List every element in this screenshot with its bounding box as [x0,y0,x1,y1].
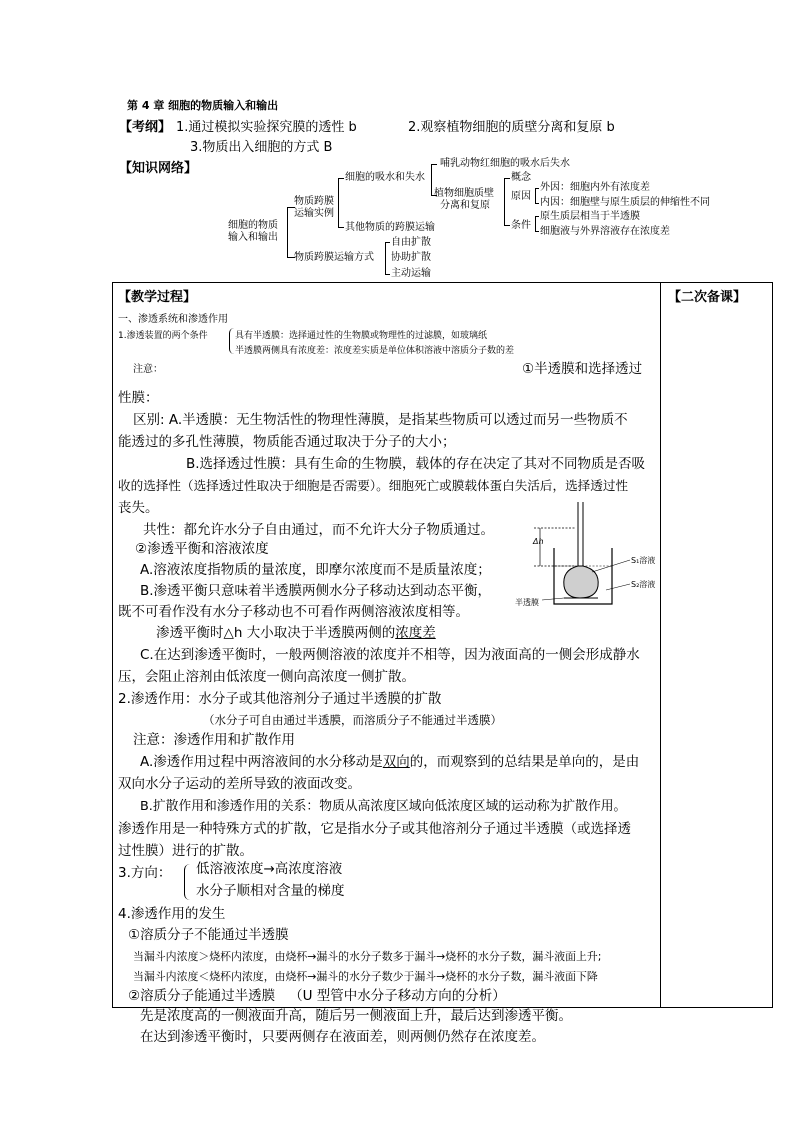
figure-s1-label: S₁溶液 [631,556,656,565]
map-n1-1: 物质跨膜 [294,196,334,207]
map-n1a1: 哺乳动物红细胞的吸水后失水 [440,158,570,169]
para-6: 收的选择性（选择透过性取决于细胞是否需要）。细胞死亡或膜载体蛋白失活后，选择透过性 [118,478,629,493]
knowledge-label: 【知识网络】 [119,161,198,176]
para-27: 当漏斗内浓度＞烧杯内浓度，由烧杯→漏斗的水分子数多于漏斗→烧杯的水分子数，漏斗液面上升; [133,950,602,963]
para-29: ②溶质分子能通过半透膜 （U 型管中水分子移动方向的分析） [128,988,506,1004]
para-2: 性膜： [118,390,159,406]
kaogang-item-3: 3.物质出入细胞的方式 B [190,140,333,155]
direction-1: 低溶液浓度→高浓度溶液 [196,861,343,877]
para-25: 4.渗透作用的发生 [118,906,226,922]
para-5: B.选择透过性膜：具有生命的生物膜，载体的存在决定了其对不同物质是否吸 [186,456,646,472]
map-root-2: 输入和输出 [228,232,278,243]
para-16: 2.渗透作用：水分子或其他溶剂分子通过半透膜的扩散 [118,691,442,707]
map-cond-2: 细胞液与外界溶液存在浓度差 [540,226,670,237]
kaogang-label: 【考纲】 [119,120,172,135]
map-n2a: 自由扩散 [391,237,431,248]
figure-dh-label: Δh [533,537,544,546]
para-12: 既不可看作没有水分子移动也不可看作两侧溶液浓度相等。 [118,604,469,620]
map-condition: 条件 [511,220,531,231]
map-root-1: 细胞的物质 [228,220,278,231]
para-11: B.渗透平衡只意味着半透膜两侧水分子移动达到动态平衡， [140,583,492,599]
map-n2b: 协助扩散 [391,252,431,263]
map-n1a2-1: 植物细胞质壁 [434,188,494,199]
map-external: 外因：细胞内外有浓度差 [540,182,650,193]
figure-membrane-label: 半透膜 [515,598,539,607]
second-preparation-header: 【二次备课】 [668,290,747,305]
device-conditions: 1.渗透装置的两个条件 [118,331,208,341]
chapter-title: 第 4 章 细胞的物质输入和输出 [127,99,279,112]
map-n1a: 细胞的吸水和失水 [345,172,425,183]
para-17: （水分子可自由通过半透膜，而溶质分子不能通过半透膜） [203,713,502,727]
para-4: 能透过的多孔性薄膜，物质能否通过取决于分子的大小； [118,434,456,450]
para-21: B.扩散作用和渗透作用的关系：物质从高浓度区域向低浓度区域的运动称为扩散作用。 [140,799,627,814]
para-18: 注意：渗透作用和扩散作用 [133,732,295,748]
map-n2: 物质跨膜运输方式 [294,252,374,263]
figure-s2-label: S₂溶液 [631,580,656,589]
note-label: 注意： [133,364,163,375]
map-n1-2: 运输实例 [294,208,334,219]
kaogang-item-1: 1.通过模拟实验探究膜的透性 b [176,120,357,135]
para-9: ②渗透平衡和溶液浓度 [135,541,269,557]
para-3: 区别: A.半透膜：无生物活性的物理性薄膜，是指某些物质可以透过而另一些物质不 [133,412,628,428]
map-n1a2-2: 分离和复原 [440,200,490,211]
direction-2: 水分子顺相对含量的梯度 [196,883,345,899]
para-13: 渗透平衡时△h 大小取决于半透膜两侧的浓度差 [156,625,436,641]
section-1-title: 一、渗透系统和渗透作用 [118,314,228,325]
map-concept: 概念 [511,172,531,183]
para-1: ①半透膜和选择透过 [522,361,643,377]
para-14: C.在达到渗透平衡时，一般两侧溶液的浓度并不相等，因为液面高的一侧会形成静水 [140,647,640,663]
para-24: 3.方向： [118,865,172,881]
map-internal: 内因：细胞壁与原生质层的伸缩性不同 [540,197,710,208]
kaogang-item-2: 2.观察植物细胞的质壁分离和复原 b [408,120,615,135]
para-31: 在达到渗透平衡时，只要两侧存在液面差，则两侧仍然存在浓度差。 [140,1029,545,1045]
para-22: 渗透作用是一种特殊方式的扩散，它是指水分子或其他溶剂分子通过半透膜（或选择透 [118,821,631,837]
para-26: ①溶质分子不能通过半透膜 [128,927,289,943]
para-23: 过性膜）进行的扩散。 [118,843,253,859]
para-20: 双向水分子运动的差所导致的液面改变。 [118,776,361,792]
map-n1b: 其他物质的跨膜运输 [345,222,435,233]
map-cond-1: 原生质层相当于半透膜 [540,211,640,222]
para-10: A.溶液浓度指物质的量浓度，即摩尔浓度而不是质量浓度； [140,562,491,578]
para-19: A.渗透作用过程中两溶液间的水分移动是双向的，而观察到的总结果是单向的，是由 [140,754,640,770]
map-n2c: 主动运输 [391,268,431,279]
para-15: 压，会阻止溶剂由低浓度一侧向高浓度一侧扩散。 [118,669,415,685]
para-30: 先是浓度高的一侧液面升高，随后另一侧液面上升，最后达到渗透平衡。 [140,1008,572,1024]
condition-concentration-diff: 半透膜两侧具有浓度差：浓度差实质是单位体积溶液中溶质分子数的差 [235,346,515,356]
condition-semipermeable: 具有半透膜：选择通过性的生物膜或物理性的过滤膜，如玻璃纸 [235,331,488,341]
para-28: 当漏斗内浓度＜烧杯内浓度，由烧杯→漏斗的水分子数少于漏斗→烧杯的水分子数，漏斗液面下降 [133,970,598,983]
para-8: 共性：都允许水分子自由通过，而不允许大分子物质通过。 [143,522,494,538]
map-reason: 原因 [511,191,531,202]
teaching-process-header: 【教学过程】 [118,290,197,305]
para-7: 丧失。 [118,500,159,516]
